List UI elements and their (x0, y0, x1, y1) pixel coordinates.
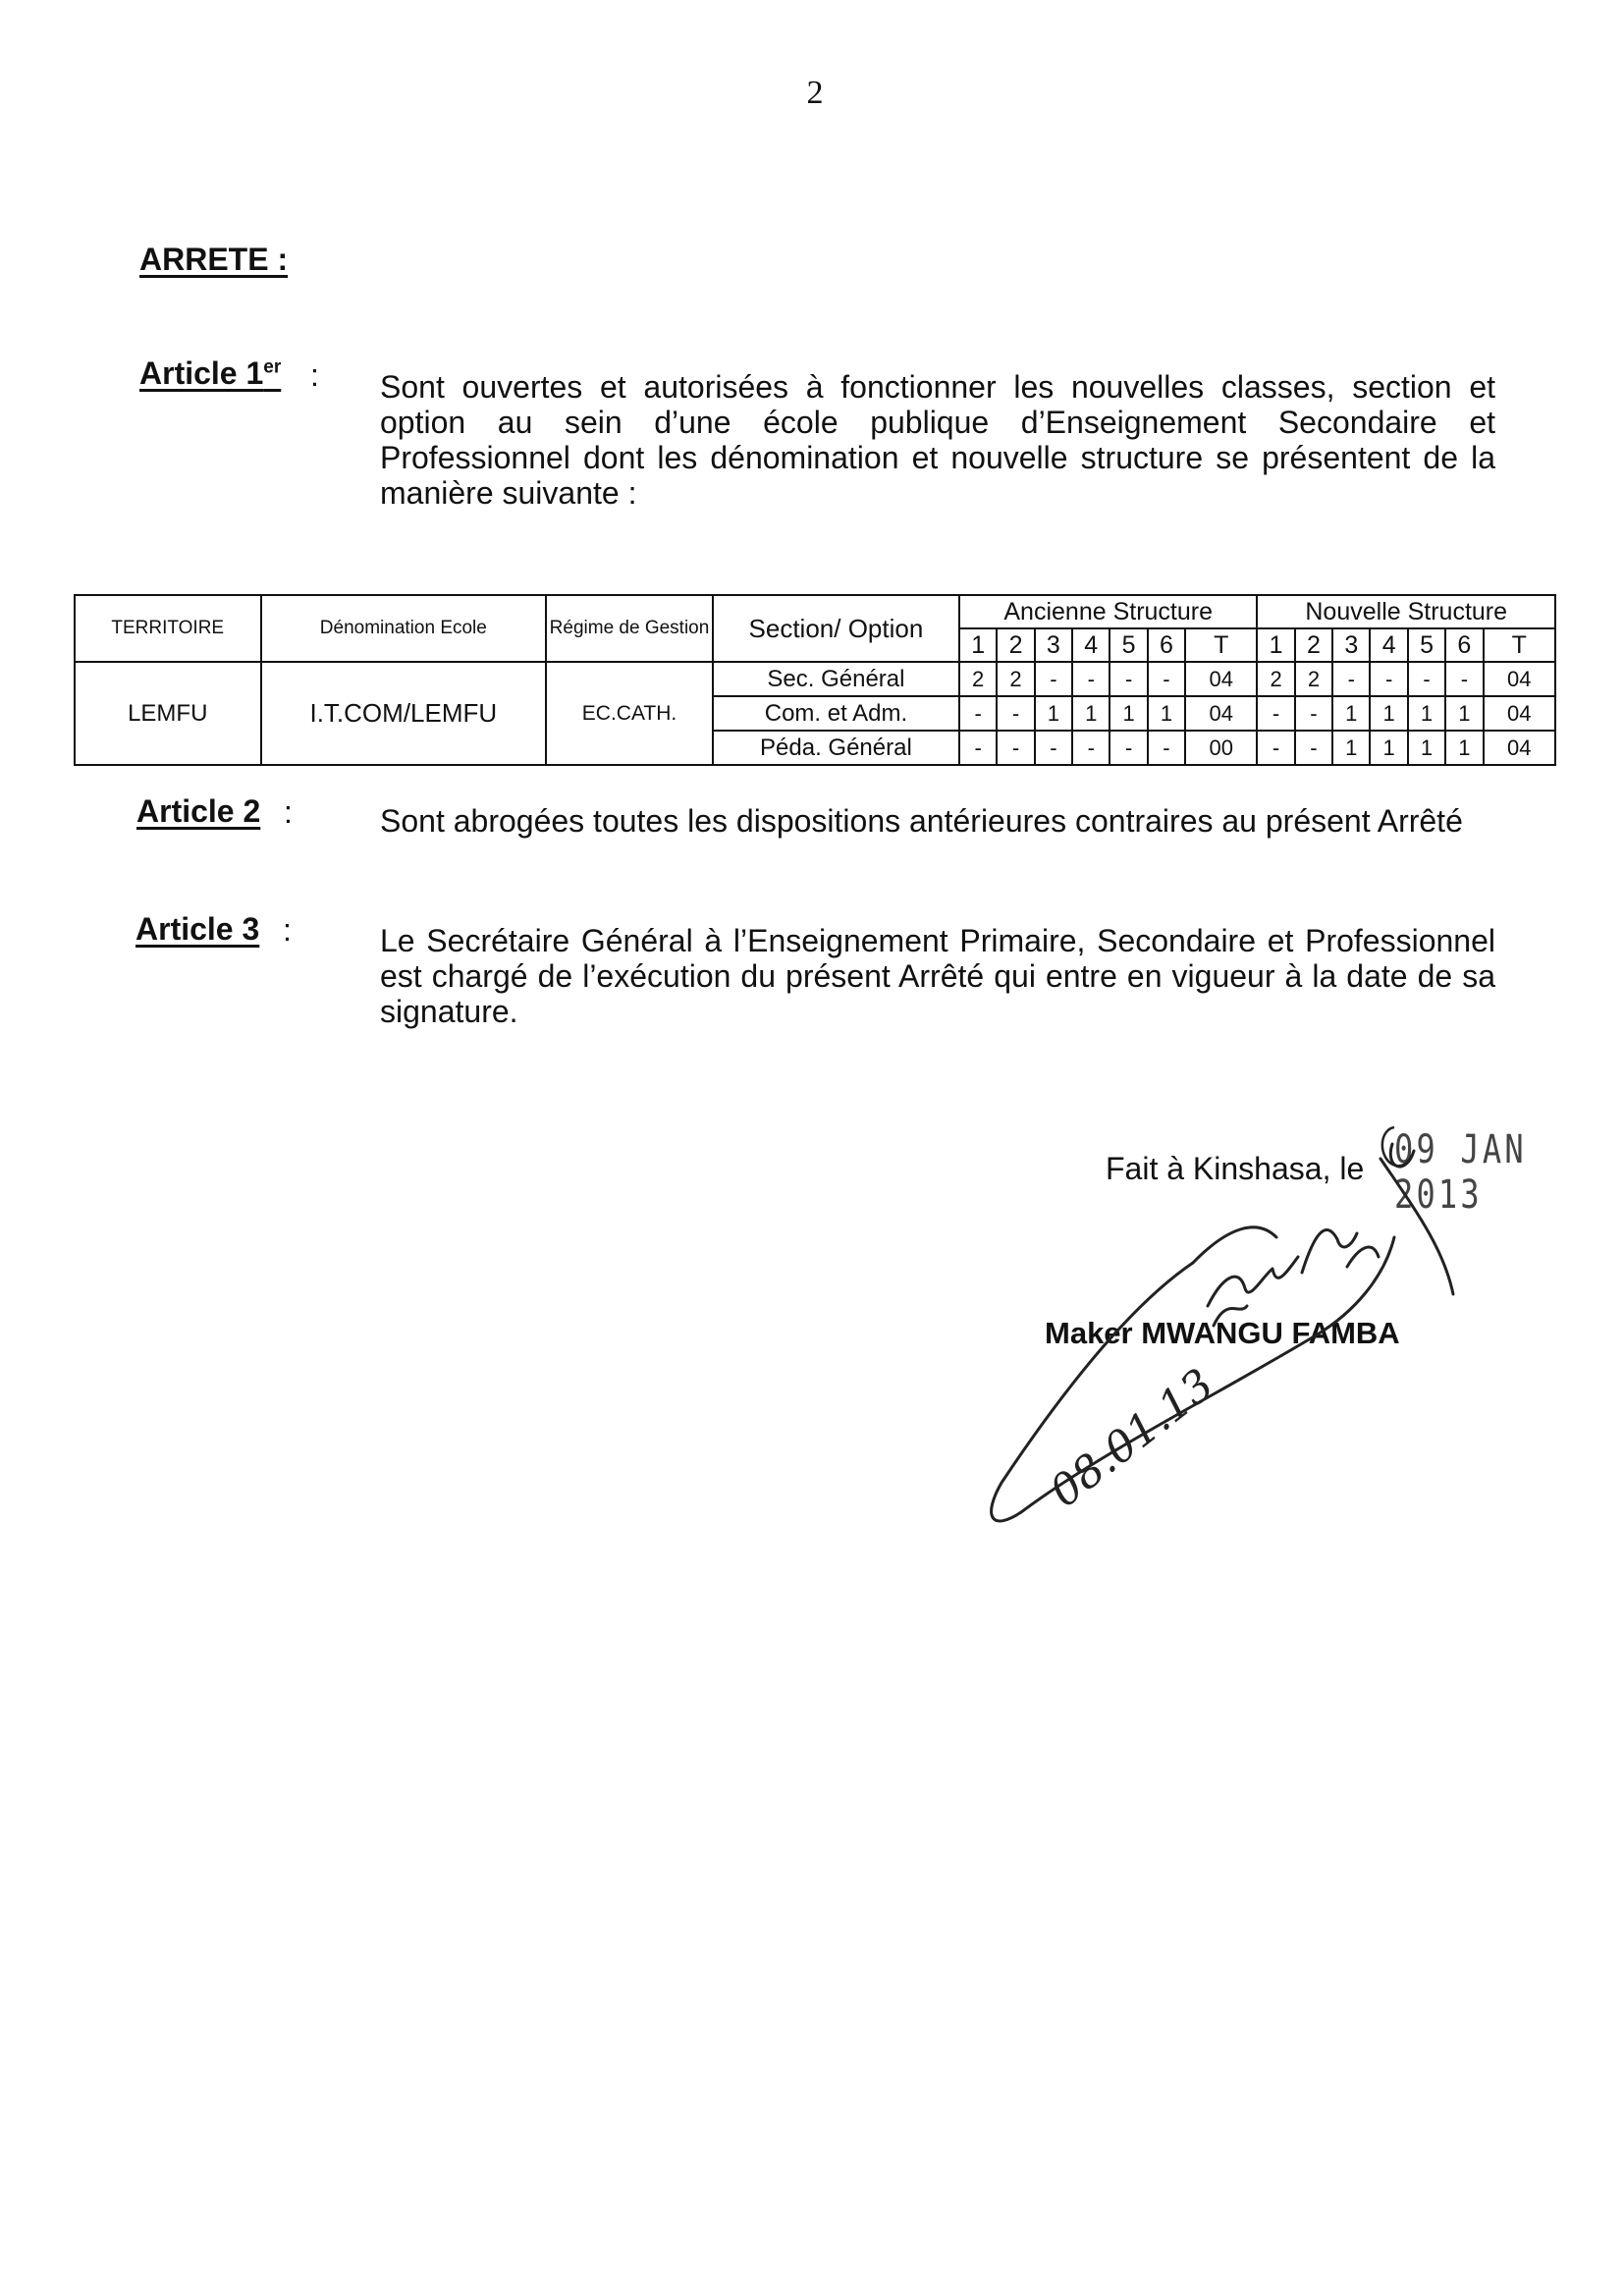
place-date: Fait à Kinshasa, le (1106, 1151, 1365, 1186)
col-header: 1 (1257, 628, 1294, 662)
header-regime: Régime de Gestion (546, 595, 713, 662)
decree-heading: ARRETE : (139, 242, 289, 277)
cell-value: 1 (1408, 731, 1445, 765)
cell-value: - (1257, 696, 1294, 731)
article-1-colon: : (310, 357, 319, 393)
cell-value: 1 (1370, 696, 1407, 731)
cell-value: - (1148, 731, 1185, 765)
cell-value: 1 (1445, 696, 1483, 731)
cell-option: Com. et Adm. (713, 696, 959, 731)
cell-value: - (1072, 662, 1110, 696)
cell-value: - (959, 696, 997, 731)
col-header: 6 (1445, 628, 1483, 662)
cell-value: - (1295, 731, 1332, 765)
col-header: T (1185, 628, 1257, 662)
page-number: 2 (806, 75, 824, 111)
cell-value: 1 (1110, 696, 1147, 731)
cell-value: - (1408, 662, 1445, 696)
article-3-text: Le Secrétaire Général à l’Enseignement Primaire, Secondaire et Professionnel est chargé de l’exécution du présent Arrêté qui entre en vigueur à la date de sa signature. (380, 923, 1495, 1029)
col-header: T (1484, 628, 1555, 662)
signatory-name: Maker MWANGU FAMBA (1045, 1316, 1400, 1350)
cell-value: 1 (1370, 731, 1407, 765)
cell-value: 1 (1148, 696, 1185, 731)
cell-option: Péda. Général (713, 731, 959, 765)
cell-value: - (1072, 731, 1110, 765)
article-3-label: Article 3 (135, 911, 260, 947)
header-section-option: Section/ Option (713, 595, 959, 662)
cell-total: 04 (1185, 696, 1257, 731)
cell-value: 1 (1072, 696, 1110, 731)
col-header: 1 (959, 628, 997, 662)
cell-value: 2 (997, 662, 1034, 696)
cell-value: - (1332, 662, 1370, 696)
col-header: 6 (1148, 628, 1185, 662)
cell-total: 04 (1484, 696, 1555, 731)
handwritten-date: 08.01.13 (1041, 1359, 1223, 1518)
article-2-label: Article 2 (136, 793, 261, 829)
cell-value: - (1035, 731, 1072, 765)
cell-regime: EC.CATH. (546, 662, 713, 765)
article-1-label: Article 1er (139, 355, 282, 391)
cell-value: - (1035, 662, 1072, 696)
header-nouvelle-structure: Nouvelle Structure (1257, 595, 1555, 628)
cell-value: - (1370, 662, 1407, 696)
cell-total: 04 (1484, 731, 1555, 765)
cell-value: - (1110, 731, 1147, 765)
article-1-text: Sont ouvertes et autorisées à fonctionner les nouvelles classes, section et option au sein d’une école publique d’Enseignement Secondaire et Professionnel dont les dénomination et nouvelle structure se présentent de la manière suivante : (380, 369, 1495, 511)
cell-total: 00 (1185, 731, 1257, 765)
col-header: 5 (1408, 628, 1445, 662)
col-header: 2 (1295, 628, 1332, 662)
cell-value: - (1110, 662, 1147, 696)
col-header: 5 (1110, 628, 1147, 662)
cell-value: - (1445, 662, 1483, 696)
cell-value: 1 (1408, 696, 1445, 731)
cell-total: 04 (1185, 662, 1257, 696)
header-territoire: TERRITOIRE (75, 595, 261, 662)
cell-value: - (997, 731, 1034, 765)
article-2-text: Sont abrogées toutes les dispositions antérieures contraires au présent Arrêté (380, 803, 1463, 839)
cell-ecole: I.T.COM/LEMFU (261, 662, 547, 765)
cell-value: 1 (1035, 696, 1072, 731)
cell-value: - (1148, 662, 1185, 696)
col-header: 3 (1035, 628, 1072, 662)
cell-value: 1 (1332, 731, 1370, 765)
cell-value: 2 (959, 662, 997, 696)
date-stamp: 09 JAN 2013 (1394, 1127, 1527, 1218)
cell-option: Sec. Général (713, 662, 959, 696)
cell-value: 2 (1295, 662, 1332, 696)
cell-value: 1 (1445, 731, 1483, 765)
article-2-colon: : (284, 794, 293, 830)
col-header: 4 (1370, 628, 1407, 662)
header-ancienne-structure: Ancienne Structure (959, 595, 1257, 628)
cell-value: - (1295, 696, 1332, 731)
cell-value: 2 (1257, 662, 1294, 696)
col-header: 4 (1072, 628, 1110, 662)
cell-value: - (1257, 731, 1294, 765)
cell-value: 1 (1332, 696, 1370, 731)
cell-value: - (997, 696, 1034, 731)
cell-value: - (959, 731, 997, 765)
col-header: 2 (997, 628, 1034, 662)
article-3-colon: : (283, 912, 292, 948)
cell-total: 04 (1484, 662, 1555, 696)
cell-territoire: LEMFU (75, 662, 261, 765)
col-header: 3 (1332, 628, 1370, 662)
header-denomination: Dénomination Ecole (261, 595, 547, 662)
